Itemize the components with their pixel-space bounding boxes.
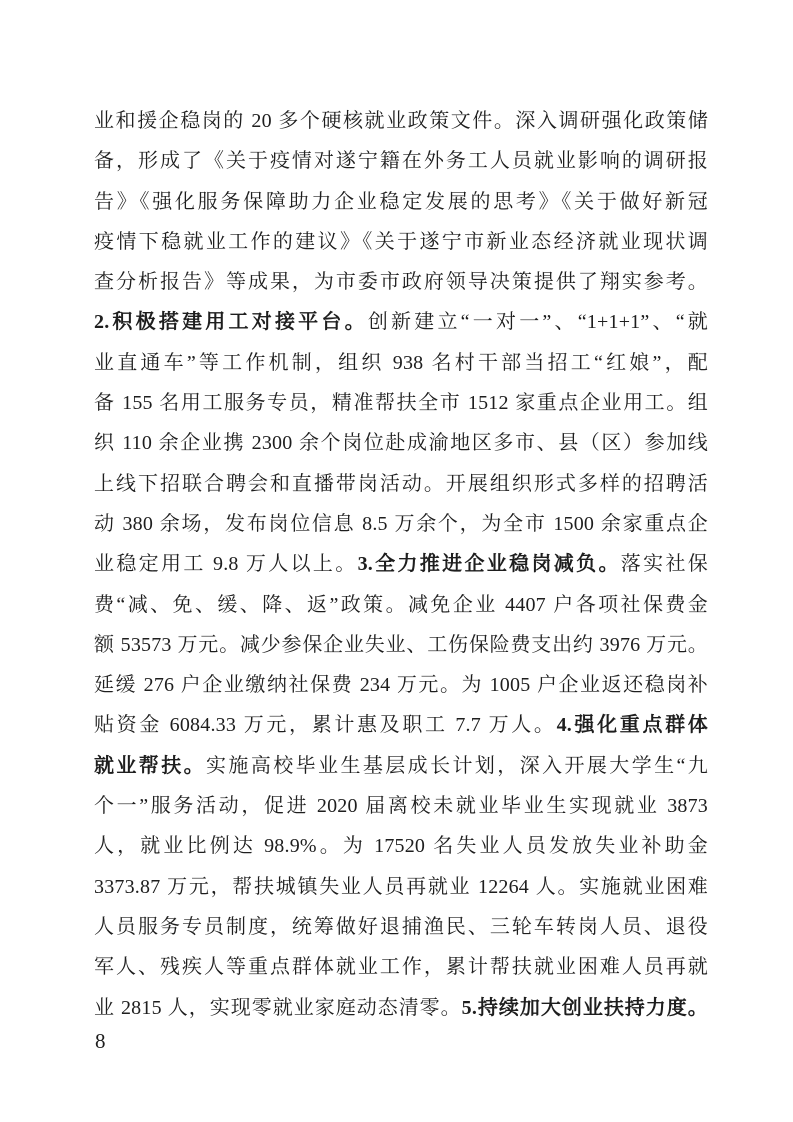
- text-segment: 业稳定用工 9.8 万人以上。: [94, 553, 358, 576]
- text-line: [94, 786, 708, 826]
- text-segment: 备 155 名用工服务专员，精准帮扶全市 1512 家重点企业用工。组: [94, 392, 708, 415]
- text-segment: 延缓 276 户企业缴纳社保费 234 万元。为 1005 户企业返还稳岗补: [94, 674, 708, 697]
- page-number: 8: [95, 1029, 106, 1053]
- text-line: [94, 867, 708, 907]
- text-line: [94, 947, 708, 987]
- text-segment: 人，就业比例达 98.9%。为 17520 名失业人员发放失业补助金: [94, 835, 708, 858]
- text-line: [94, 464, 708, 504]
- text-segment: 动 380 余场，发布岗位信息 8.5 万余个，为全市 1500 余家重点企: [94, 512, 708, 535]
- text-line: [94, 705, 708, 745]
- text-segment: 军人、残疾人等重点群体就业工作，累计帮扶就业困难人员再就: [94, 956, 708, 979]
- text-line: [94, 988, 708, 1028]
- document-body: [94, 101, 708, 1028]
- text-segment: 业直通车”等工作机制，组织 938 名村干部当招工“红娘”，配: [94, 351, 708, 374]
- text-line: [94, 625, 708, 665]
- text-segment: 人员服务专员制度，统筹做好退捕渔民、三轮车转岗人员、退役: [94, 915, 708, 938]
- text-line: [94, 585, 708, 625]
- text-line: [94, 101, 708, 141]
- text-line: [94, 544, 708, 584]
- text-line: [94, 907, 708, 947]
- text-line: [94, 826, 708, 866]
- text-segment: 查分析报告》等成果，为市委市政府领导决策提供了翔实参考。: [94, 271, 708, 294]
- text-line: [94, 141, 708, 181]
- text-segment: 费“减、免、缓、降、返”政策。减免企业 4407 户各项社保费金: [94, 593, 708, 616]
- text-segment: 额 53573 万元。减少参保企业失业、工伤保险费支出约 3976 万元。: [94, 633, 708, 656]
- text-segment: 落实社保: [620, 553, 708, 576]
- text-segment: 贴资金 6084.33 万元，累计惠及职工 7.7 万人。: [94, 714, 557, 737]
- heading-text-segment: 4.强化重点群体: [556, 714, 708, 737]
- text-segment: 业 2815 人，实现零就业家庭动态清零。: [94, 996, 462, 1019]
- text-line: [94, 665, 708, 705]
- heading-text-segment: 2.积极搭建用工对接平台。: [94, 311, 368, 334]
- text-segment: 疫情下稳就业工作的建议》《关于遂宁市新业态经济就业现状调: [94, 230, 708, 253]
- text-segment: 个一”服务活动，促进 2020 届离校未就业毕业生实现就业 3873: [94, 795, 708, 818]
- text-segment: 备，形成了《关于疫情对遂宁籍在外务工人员就业影响的调研报: [94, 150, 708, 173]
- text-segment: 上线下招联合聘会和直播带岗活动。开展组织形式多样的招聘活: [94, 472, 708, 495]
- text-segment: 告》《强化服务保障助力企业稳定发展的思考》《关于做好新冠: [94, 190, 708, 213]
- heading-text-segment: 3.全力推进企业稳岗减负。: [357, 553, 621, 576]
- text-line: [94, 222, 708, 262]
- heading-text-segment: 5.持续加大创业扶持力度。: [461, 996, 708, 1019]
- text-segment: 3373.87 万元，帮扶城镇失业人员再就业 12264 人。实施就业困难: [94, 875, 708, 898]
- text-line: [94, 302, 708, 342]
- text-line: [94, 746, 708, 786]
- text-line: [94, 343, 708, 383]
- text-segment: 实施高校毕业生基层成长计划，深入开展大学生“九: [206, 754, 708, 777]
- text-line: [94, 423, 708, 463]
- text-line: [94, 383, 708, 423]
- heading-text-segment: 就业帮扶。: [94, 754, 207, 777]
- text-line: [94, 182, 708, 222]
- text-line: [94, 504, 708, 544]
- text-segment: 业和援企稳岗的 20 多个硬核就业政策文件。深入调研强化政策储: [94, 110, 708, 132]
- text-line: [94, 262, 708, 302]
- text-segment: 创新建立“一对一”、“1+1+1”、“就: [367, 311, 708, 334]
- text-segment: 织 110 余企业携 2300 余个岗位赴成渝地区多市、县（区）参加线: [94, 432, 708, 455]
